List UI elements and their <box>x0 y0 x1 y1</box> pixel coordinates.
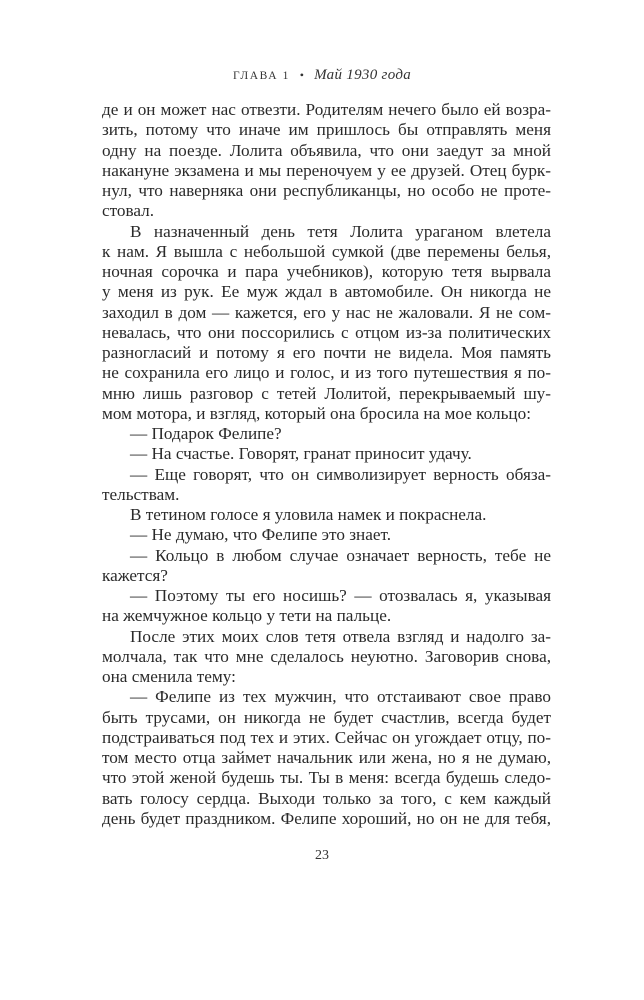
text-line: накануне экзамена и мы переночуем у ее друзей. Отец бурк- <box>102 160 551 180</box>
text-line: заходил в дом — кажется, его у нас не жаловали. Я не сом- <box>102 302 551 322</box>
text-line: подстраиваться под тех и этих. Сейчас он угождает отцу, по- <box>102 727 551 747</box>
text-line: день будет праздником. Фелипе хороший, но он не для тебя, <box>102 808 551 828</box>
chapter-title: Май 1930 года <box>314 67 412 83</box>
text-line: — Кольцо в любом случае означает верность, тебе не <box>130 545 551 565</box>
text-line: что этой женой будешь ты. Ты в меня: всегда будешь следо- <box>102 768 551 788</box>
text-line: вать голосу сердца. Выходи только за того, с кем каждый <box>102 788 551 808</box>
text-line: — На счастье. Говорят, гранат приносит удачу. <box>130 444 472 464</box>
text-line: она сменила тему: <box>102 667 236 686</box>
text-line: — Фелипе из тех мужчин, что отстаивают свое право <box>130 687 551 707</box>
text-line: стовал. <box>102 201 155 221</box>
text-line: ночная сорочка и пара учебников), которую тетя вырвала <box>102 262 551 281</box>
text-line: разногласий и потому я его почти не видела. Моя память <box>102 343 551 362</box>
text-line: у меня из рук. Ее муж ждал в автомобиле. Он никогда не <box>102 282 551 302</box>
separator-bullet: • <box>299 68 305 82</box>
text-line: После этих моих слов тетя отвела взгляд и надолго за- <box>130 626 551 646</box>
text-line: — Еще говорят, что он символизирует верность обяза- <box>130 464 551 484</box>
text-line: мом мотора, и взгляд, который она бросила на мое кольцо: <box>102 403 531 423</box>
chapter-label: ГЛАВА 1 <box>232 70 290 82</box>
text-line: молчала, так что мне сделалось неуютно. Заговорив снова, <box>102 646 551 666</box>
text-line: быть трусами, он никогда не будет счастлив, всегда будет <box>102 707 551 727</box>
text-line: кажется? <box>102 565 168 585</box>
text-line: — Поэтому ты его носишь? — отозвалась я, указывая <box>130 586 551 605</box>
text-line: В тетином голосе я уловила намек и покраснела. <box>130 505 487 524</box>
text-line: тельствам. <box>102 484 180 504</box>
text-line: де и он может нас отвезти. Родителям нечего было ей возра- <box>102 100 551 119</box>
text-line: к нам. Я вышла с небольшой сумкой (две перемены белья, <box>102 241 551 261</box>
text-line: одну на поезде. Лолита объявила, что они заедут за мной <box>102 140 551 160</box>
text-line: зить, потому что иначе им пришлось бы отправлять меня <box>102 120 551 140</box>
text-line: — Подарок Фелипе? <box>130 424 282 443</box>
text-line: том место отца займет начальник или жена, но я не думаю, <box>102 748 551 767</box>
running-head <box>0 67 644 84</box>
text-line: мню лишь разговор с тетей Лолитой, перекрываемый шу- <box>102 383 551 403</box>
text-line: на жемчужное кольцо у тети на пальце. <box>102 606 392 626</box>
text-line: — Не думаю, что Фелипе это знает. <box>130 525 391 545</box>
text-line: нул, что наверняка они республиканцы, но особо не проте- <box>102 181 551 200</box>
page-number: 23 <box>315 848 329 863</box>
text-line: невалась, что они поссорились с отцом из-за политических <box>102 322 551 342</box>
text-line: В назначенный день тетя Лолита ураганом влетела <box>130 221 551 241</box>
text-line: не сохранила его лицо и голос, и из того путешествия я по- <box>102 363 551 383</box>
body-text <box>102 100 551 829</box>
